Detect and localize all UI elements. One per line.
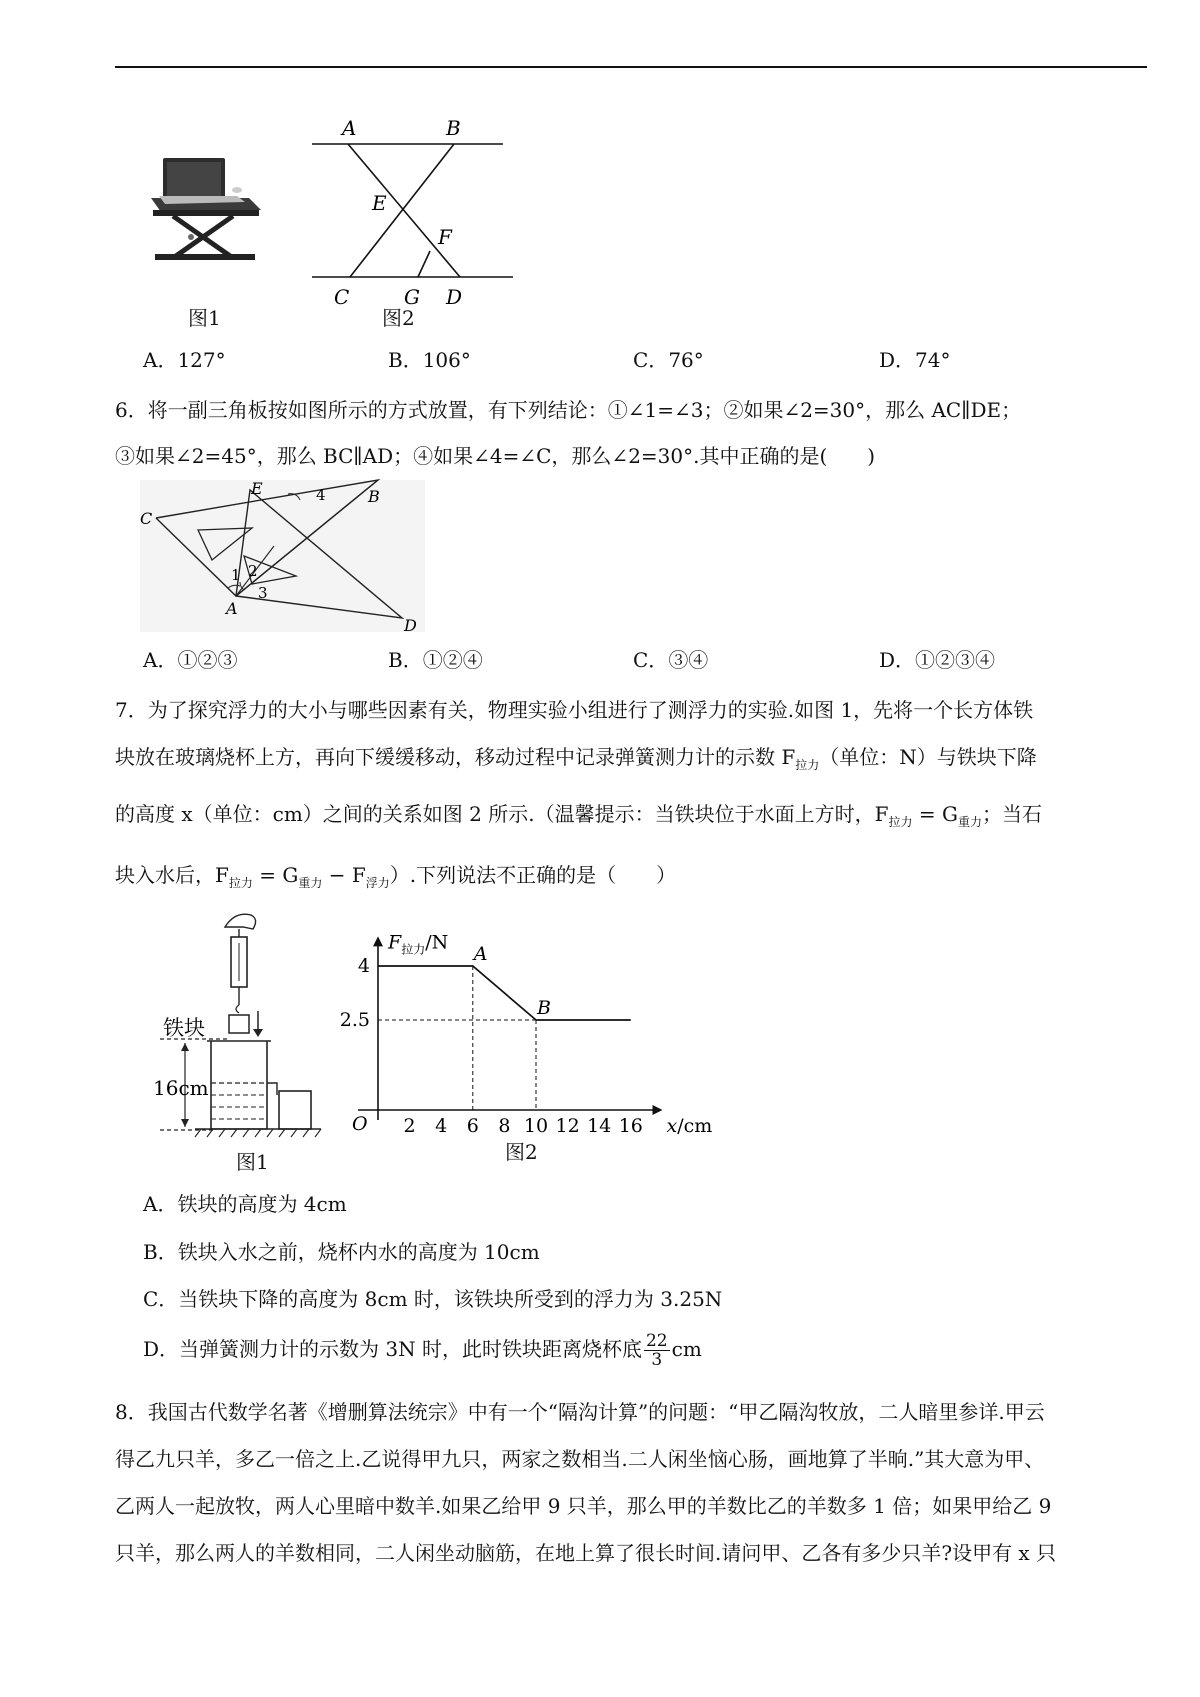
- q8-line2: 得乙九只羊，多乙一倍之上.乙说得甲九只，两家之数相当.二人闲坐恼心肠，画地算了半晌.”其大意为甲、: [115, 1447, 1045, 1471]
- q6-line2: ③如果∠2=45°，那么 BC∥AD；④如果∠4=∠C，那么∠2=30°.其中正确的是( ): [115, 444, 876, 468]
- q6-option-a[interactable]: A．①②③: [143, 648, 238, 672]
- y-tick-label: 2.5: [339, 1009, 370, 1031]
- x-tick-label: 6: [466, 1115, 479, 1137]
- q5-option-a[interactable]: A．127°: [143, 348, 226, 372]
- y-axis-arrow: [373, 936, 383, 946]
- height-label: 16cm: [153, 1076, 209, 1100]
- x-tick-label: 2: [403, 1115, 416, 1137]
- q6-option-c[interactable]: C．③④: [633, 648, 709, 672]
- q5-fig1-caption: 图1: [188, 306, 221, 330]
- x-tick-label: 8: [498, 1115, 511, 1137]
- label-B: B: [446, 116, 461, 140]
- label-E: E: [372, 191, 387, 215]
- q7-line1: 7．为了探究浮力的大小与哪些因素有关，物理实验小组进行了测浮力的实验.如图 1，先将一个长方体铁: [115, 698, 1034, 722]
- x-tick-label: 10: [523, 1115, 549, 1137]
- x-tick-label: 12: [555, 1115, 580, 1137]
- q5-option-c[interactable]: C．76°: [633, 348, 704, 372]
- fig2-geometry: [300, 110, 520, 309]
- label-B: B: [368, 487, 380, 506]
- q6-triangle-figure: [140, 479, 425, 635]
- standing-desk-photo: [145, 150, 265, 270]
- q7-option-d[interactable]: D．当弹簧测力计的示数为 3N 时，此时铁块距离烧杯底 $\frac{22}{3}$ cm: [143, 1331, 702, 1370]
- q5-fig2-caption: 图2: [382, 306, 415, 330]
- q7-fig2-chart: [340, 920, 740, 1140]
- x-axis-label: x/cm: [666, 1115, 713, 1137]
- label-C: C: [140, 509, 153, 528]
- q7-fig1-caption: 图1: [236, 1150, 269, 1174]
- label-2: 2: [248, 562, 258, 580]
- q8-line4: 只羊，那么两人的羊数相同，二人闲坐动脑筋，在地上算了很长时间.请问甲、乙各有多少只羊?设甲有 x 只: [115, 1541, 1057, 1565]
- point-label-A: A: [473, 943, 488, 965]
- q7-fig2-caption: 图2: [505, 1140, 538, 1164]
- q7-line2: 块放在玻璃烧杯上方，再向下缓缓移动，移动过程中记录弹簧测力计的示数 $F_{拉力}$（单位：N）与铁块下降: [115, 745, 1037, 772]
- label-D: D: [404, 616, 417, 635]
- q5-option-d[interactable]: D．74°: [879, 348, 951, 372]
- label-A: A: [226, 599, 238, 618]
- label-G: G: [404, 285, 420, 309]
- q7-line3: 的高度 x（单位：cm）之间的关系如图 2 所示.（温馨提示：当铁块位于水面上方时，$F_{拉力} = G_{重力}$；当石: [115, 802, 1042, 829]
- q8-line1: 8．我国古代数学名著《增删算法统宗》中有一个“隔沟计算”的问题：“甲乙隔沟牧放，二人暗里参详.甲云: [115, 1400, 1045, 1424]
- y-axis-label: $F_{拉力}/N$: [388, 931, 449, 957]
- q7-option-c[interactable]: C．当铁块下降的高度为 8cm 时，该铁块所受到的浮力为 3.25N: [143, 1287, 723, 1311]
- q7-option-a[interactable]: A．铁块的高度为 4cm: [143, 1192, 347, 1216]
- label-A: A: [342, 116, 357, 140]
- label-4: 4: [316, 486, 326, 504]
- x-tick-label: 16: [618, 1115, 643, 1137]
- q8-line3: 乙两人一起放牧，两人心里暗中数羊.如果乙给甲 9 只羊，那么甲的羊数比乙的羊数多 1 倍；如果甲给乙 9: [115, 1494, 1052, 1518]
- label-C: C: [334, 285, 350, 309]
- label-1: 1: [231, 566, 241, 584]
- header-rule: [115, 66, 1147, 68]
- fraction-22-3: $\frac{22}{3}$: [645, 1331, 668, 1370]
- q6-line1: 6．将一副三角板按如图所示的方式放置，有下列结论：①∠1=∠3；②如果∠2=30°，那么 AC∥DE；: [115, 398, 1022, 422]
- q7-option-b[interactable]: B．铁块入水之前，烧杯内水的高度为 10cm: [143, 1240, 540, 1264]
- y-tick-label: 4: [357, 955, 370, 977]
- q7-fig1-apparatus: [155, 905, 330, 1130]
- label-E: E: [251, 479, 263, 498]
- iron-block-label: 铁块: [163, 1016, 205, 1040]
- x-tick-label: 14: [587, 1115, 612, 1137]
- q6-option-b[interactable]: B．①②④: [388, 648, 483, 672]
- series-line: [378, 966, 631, 1020]
- q5-option-b[interactable]: B．106°: [388, 348, 471, 372]
- x-tick-label: 4: [435, 1115, 448, 1137]
- q7-line4: 块入水后，$F_{拉力} = G_{重力} - F_{浮力}$）.下列说法不正确的是（ ）: [115, 863, 677, 890]
- label-F: F: [438, 225, 452, 249]
- label-D: D: [446, 285, 463, 309]
- point-label-B: B: [537, 997, 551, 1019]
- label-3: 3: [258, 584, 268, 602]
- origin-label: O: [352, 1113, 368, 1135]
- q6-option-d[interactable]: D．①②③④: [879, 648, 996, 672]
- x-axis-arrow: [653, 1105, 663, 1115]
